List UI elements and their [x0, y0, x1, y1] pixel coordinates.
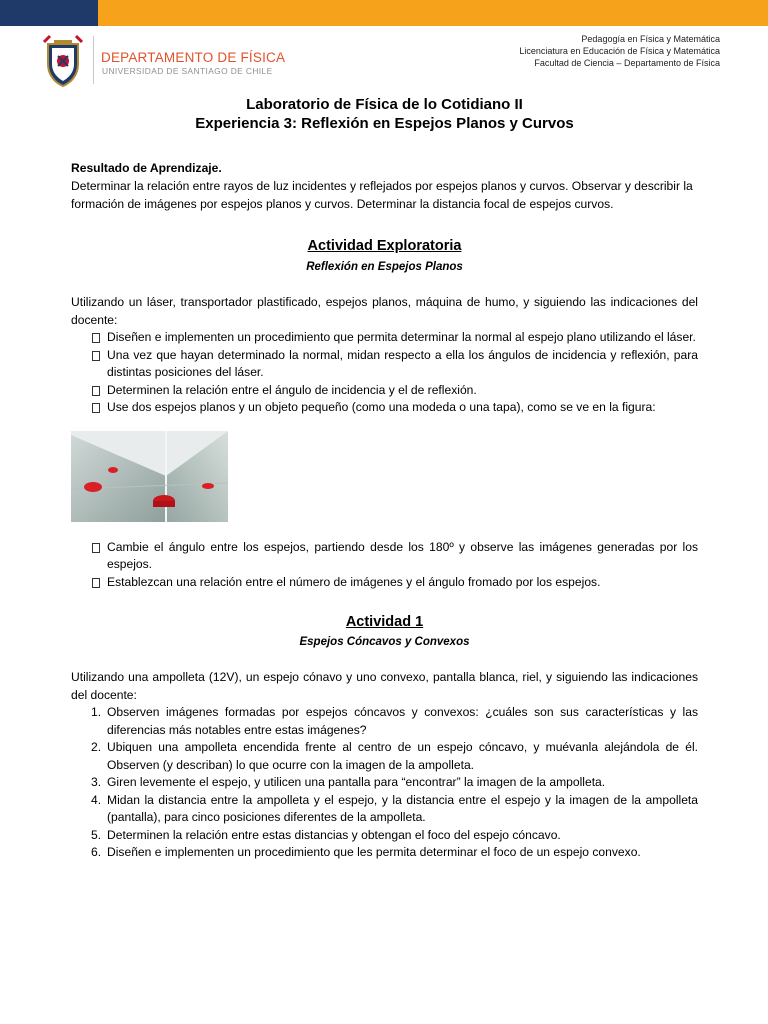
- top-bar-navy-block: [0, 0, 98, 26]
- document-body: [71, 95, 698, 862]
- checkbox-bullet-icon: [92, 403, 100, 413]
- exploratory-heading: Actividad Exploratoria: [307, 238, 462, 254]
- list-item: 5. Determinen la relación entre estas distancias y obtengan el foco del espejo cóncavo.: [71, 827, 698, 845]
- checkbox-bullet-icon: [92, 543, 100, 553]
- item-number: 6.: [91, 845, 102, 859]
- checkbox-bullet-icon: [92, 386, 100, 396]
- list-item: Establezcan una relación entre el número de imágenes y el ángulo fromado por los espejos.: [71, 574, 698, 592]
- header-divider: [93, 36, 94, 84]
- checkbox-bullet-icon: [92, 351, 100, 361]
- list-item: 1. Observen imágenes formadas por espejos cóncavos y convexos: ¿cuáles son sus características y las diferencias más notables entre estas imágenes?: [91, 705, 698, 737]
- header-line-1: Pedagogía en Física y Matemática: [581, 34, 720, 44]
- list-item: Una vez que hayan determinado la normal, midan respecto a ella los ángulos de incidencia y reflexión, para distintas posiciones del láser.: [71, 347, 698, 382]
- exploratory-subheading: Reflexión en Espejos Planos: [306, 261, 463, 273]
- top-bar-orange-block: [98, 0, 768, 26]
- document-title: Laboratorio de Física de lo Cotidiano II: [246, 96, 523, 113]
- header-line-2: Licenciatura en Educación de Física y Matemática: [519, 46, 720, 56]
- list-item: Cambie el ángulo entre los espejos, partiendo desde los 180º y observe las imágenes generadas por los espejos.: [71, 539, 698, 574]
- list-item: Diseñen e implementen un procedimiento que permita determinar la normal al espejo plano utilizando el láser.: [71, 329, 698, 347]
- list-item: 2. Ubiquen una ampolleta encendida frente al centro de un espejo cóncavo, y muévanla alejándola de él. Observen (y describan) lo que ocurre con la imagen de la ampolleta.: [91, 740, 698, 772]
- item-number: 5.: [91, 827, 102, 842]
- top-color-bar: [0, 0, 768, 26]
- header-line-3: Facultad de Ciencia – Departamento de Física: [534, 58, 720, 68]
- page-header: [0, 30, 768, 92]
- list-item: 3. Giren levemente el espejo, y utilicen una pantalla para “encontrar” la imagen de la ampolleta.: [71, 774, 698, 792]
- document-subtitle: Experiencia 3: Reflexión en Espejos Planos y Curvos: [195, 115, 574, 132]
- list-item: Determinen la relación entre el ángulo de incidencia y el de reflexión.: [71, 382, 698, 400]
- department-name: DEPARTAMENTO DE FÍSICA: [101, 50, 286, 65]
- list-item: 6. Diseñen e implementen un procedimiento que les permita determinar el foco de un espejo convexo.: [71, 844, 698, 862]
- activity1-intro: Utilizando una ampolleta (12V), un espejo cónavo y uno convexo, pantalla blanca, riel, y siguiendo las indicaciones del docente:: [71, 670, 698, 702]
- item-number: 1.: [91, 705, 102, 719]
- university-crest-icon: [40, 34, 86, 88]
- item-number: 4.: [91, 792, 102, 807]
- item-number: 2.: [91, 740, 102, 754]
- exploratory-intro: Utilizando un láser, transportador plastificado, espejos planos, máquina de humo, y siguiendo las indicaciones del docente:: [71, 295, 698, 327]
- checkbox-bullet-icon: [92, 578, 100, 588]
- header-program-info: [519, 33, 720, 69]
- learning-text: Determinar la relación entre rayos de luz incidentes y reflejados por espejos planos y curvos. Observar y describir la formación de imágenes por espejos planos y curvos. Determinar la distancia focal de espejos curvos.: [71, 179, 693, 211]
- university-name: UNIVERSIDAD DE SANTIAGO DE CHILE: [102, 66, 273, 76]
- mirrors-photo: [71, 431, 228, 522]
- list-item: Use dos espejos planos y un objeto pequeño (como una modeda o una tapa), como se ve en la figura:: [71, 399, 698, 417]
- activity1-heading: Actividad 1: [345, 614, 424, 630]
- item-number: 3.: [91, 775, 102, 789]
- learning-heading: Resultado de Aprendizaje.: [71, 161, 222, 175]
- list-item: 4. Midan la distancia entre la ampolleta y el espejo, y la distancia entre el espejo y la imagen de la ampolleta (pantalla), para cinco posiciones diferentes de la ampolleta.: [91, 792, 698, 824]
- checkbox-bullet-icon: [92, 333, 100, 343]
- activity1-subheading: Espejos Cóncavos y Convexos: [299, 636, 470, 648]
